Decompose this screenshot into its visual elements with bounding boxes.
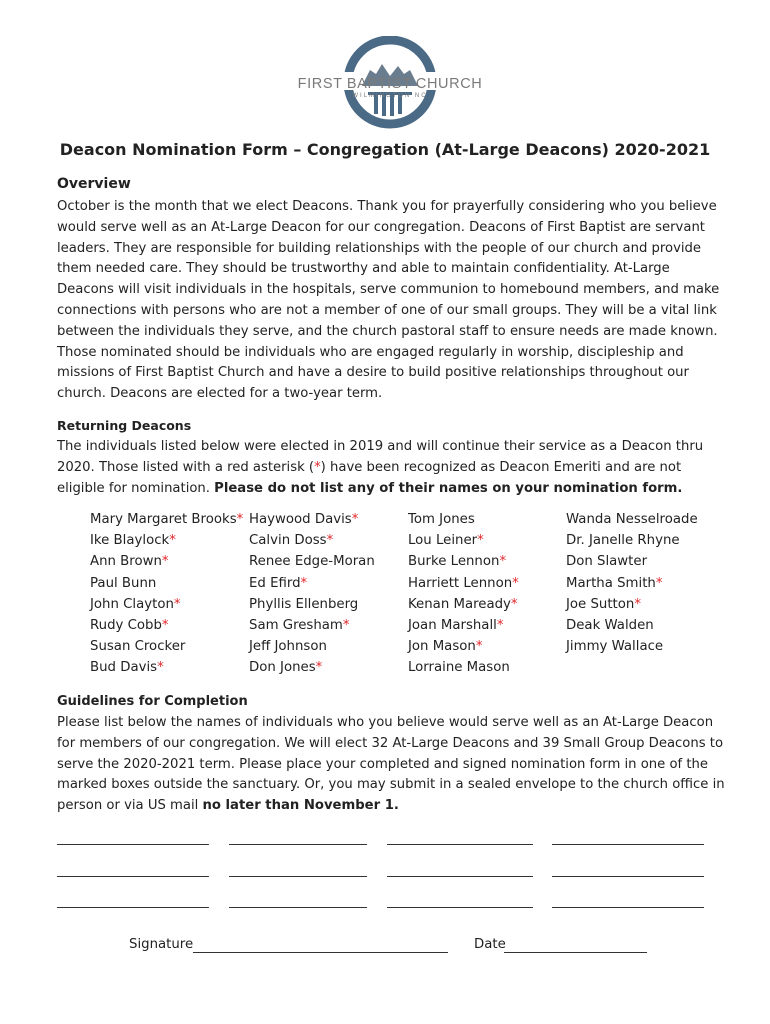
nomination-line[interactable] [387, 844, 533, 845]
deacon-name: Lou Leiner* [408, 533, 484, 549]
emeritus-asterisk: * [499, 554, 507, 570]
deacon-name: Calvin Doss* [249, 533, 334, 549]
nomination-line[interactable] [57, 876, 209, 877]
emeritus-asterisk: * [169, 533, 176, 549]
deacon-name: Sam Gresham* [249, 618, 350, 634]
returning-heading: Returning Deacons [57, 418, 192, 433]
deacon-column-1 [90, 509, 243, 679]
emeritus-asterisk: * [655, 575, 663, 591]
deacon-name: Martha Smith* [566, 575, 663, 591]
deacon-column-4 [566, 509, 698, 657]
emeritus-asterisk: * [315, 660, 323, 676]
form-title: Deacon Nomination Form – Congregation (At-Large Deacons) 2020-2021 [59, 140, 711, 159]
deacon-name: Rudy Cobb* [90, 618, 169, 634]
logo-name: FIRST BAPTIST CHURCH [297, 76, 483, 92]
nomination-line[interactable] [387, 876, 533, 877]
deacon-name: Jimmy Wallace [566, 639, 664, 655]
emeritus-asterisk: * [236, 512, 244, 527]
deacon-name: Harriett Lennon* [408, 575, 519, 591]
deacon-name: Deak Walden [566, 618, 654, 634]
deacon-name: Dr. Janelle Rhyne [566, 533, 680, 549]
emeritus-asterisk: * [326, 533, 334, 549]
emeritus-asterisk: * [173, 596, 181, 612]
emeritus-asterisk: * [351, 512, 359, 527]
deacon-name: Jeff Johnson [249, 639, 327, 655]
deacon-name: Ann Brown* [90, 554, 169, 570]
logo-subtitle: WILMINGTON NC [352, 93, 428, 99]
deacon-name: Don Jones* [249, 660, 323, 676]
deacon-name: Bud Davis* [90, 660, 164, 676]
emeritus-asterisk: * [342, 618, 350, 634]
date-line[interactable] [504, 952, 647, 953]
deacon-name: Kenan Maready* [408, 596, 518, 612]
emeritus-asterisk: * [161, 618, 169, 634]
deacon-name: Joe Sutton* [566, 596, 641, 612]
nomination-line[interactable] [229, 876, 367, 877]
church-logo [290, 36, 490, 136]
deacon-name: Burke Lennon* [408, 554, 507, 570]
overview-text: October is the month that we elect Deacons. Thank you for prayerfully considering who you believe would serve well as an At-Large Deacon for our congregation. Deacons of First Baptist are servant leaders. They are responsible for building relationships with the people of our church and provide them needed care. They should be trustworthy and able to maintain confidentiality. At-Large Deacons will visit individuals in the hospitals, serve communion to homebound members, and make connections with persons who are not a member of one of our small groups. They will be a vital link between the individuals they serve, and the church pastoral staff to ensure needs are made known. Those nominated should be individuals who are engaged regularly in worship, discipleship and missions of First Baptist Church and have a desire to build positive relationships throughout our church. Deacons are elected for a two-year term. [57, 199, 720, 402]
deacon-name: Joan Marshall* [408, 618, 504, 634]
nomination-line[interactable] [229, 907, 367, 908]
nomination-line[interactable] [552, 876, 704, 877]
deacon-name: Renee Edge-Moran [249, 554, 375, 570]
nomination-line[interactable] [57, 907, 209, 908]
deacon-column-2 [249, 509, 375, 679]
returning-text: The individuals listed below were elected in 2019 and will continue their service as a Deacon thru 2020. Those listed with a red asterisk (*) have been recognized as Deacon Emeriti and are not eligible for nomination. Please do not list any of their names on your nomination form. [57, 439, 704, 496]
deacon-name: John Clayton* [90, 596, 181, 612]
deacon-name: Haywood Davis* [249, 512, 359, 527]
deacon-column-3 [408, 509, 519, 679]
deacon-name: Don Slawter [566, 554, 648, 570]
deacon-name: Mary Margaret Brooks* [90, 512, 244, 527]
emeritus-asterisk: * [512, 575, 519, 591]
emeritus-asterisk: * [300, 575, 308, 591]
nomination-line[interactable] [387, 907, 533, 908]
deacon-name: Phyllis Ellenberg [249, 596, 359, 612]
nomination-line[interactable] [229, 844, 367, 845]
deacon-name: Susan Crocker [90, 639, 186, 655]
signature-label: Signature [129, 937, 194, 952]
emeritus-asterisk: * [161, 554, 169, 570]
deacon-name: Wanda Nesselroade [566, 512, 698, 527]
deacon-name: Tom Jones [408, 512, 475, 527]
emeritus-asterisk: * [475, 639, 483, 655]
deacon-name: Ike Blaylock* [90, 533, 176, 549]
deacon-name: Jon Mason* [408, 639, 483, 655]
overview-heading: Overview [57, 176, 131, 192]
emeritus-asterisk: * [477, 533, 484, 549]
guidelines-text: Please list below the names of individuals who you believe would serve well as an At-Large Deacon for members of our congregation. We will elect 32 At-Large Deacons and 39 Small Group Deacons to serve the 2020-2021 term. Please place your completed and signed nomination form in one of the marked boxes outside the sanctuary. Or, you may submit in a sealed envelope to the church office in person or via US mail no later than November 1. [57, 715, 725, 814]
deacon-name: Lorraine Mason [408, 660, 510, 676]
deacon-name: Paul Bunn [90, 575, 157, 591]
emeritus-asterisk: * [510, 596, 518, 612]
emeritus-asterisk: * [157, 660, 164, 676]
nomination-line[interactable] [552, 844, 704, 845]
nomination-line[interactable] [57, 844, 209, 845]
nomination-line[interactable] [552, 907, 704, 908]
signature-line[interactable] [193, 952, 448, 953]
emeritus-asterisk: * [496, 618, 504, 634]
emeritus-asterisk: * [634, 596, 641, 612]
guidelines-heading: Guidelines for Completion [57, 694, 248, 709]
date-label: Date [474, 937, 506, 952]
deacon-name: Ed Efird* [249, 575, 308, 591]
